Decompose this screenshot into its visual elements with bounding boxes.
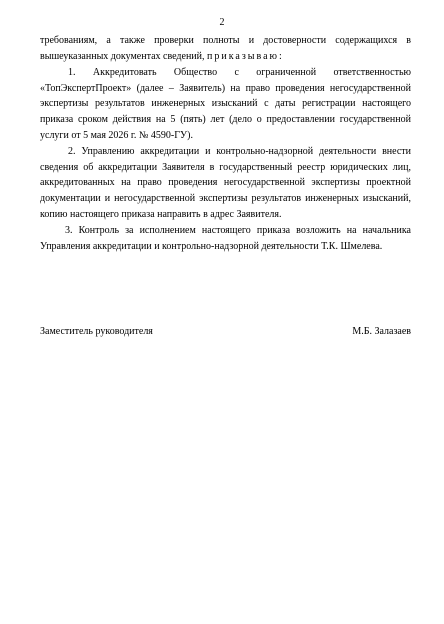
order-word: приказываю: [207, 50, 284, 62]
item-3-paragraph: 3. Контроль за исполнением настоящего приказа возложить на начальника Управления аккредитации и контрольно-надзорной деятельности Т.К. Шмелева. [40, 225, 411, 252]
signature-block [40, 326, 411, 337]
page-number: 2 [219, 17, 225, 28]
item-2-paragraph: 2. Управлению аккредитации и контрольно-надзорной деятельности внести сведения об аккредитации Заявителя в государственный реестр юридических лиц, аккредитованных на право проведения негосударственной экспертизы проектной документации и негосударственной экспертизы результатов инженерных изысканий, копию настоящего приказа направить в адрес Заявителя. [40, 146, 411, 220]
item-1-paragraph: 1. Аккредитовать Общество с ограниченной ответственностью «ТопЭкспертПроект» (далее – Заявитель) на право проведения негосударственной экспертизы результатов инженерных изысканий с даты регистрации настоящего приказа сроком действия на 5 (пять) лет (дело о предоставлении государственной услуги от 5 мая 2026 г. № 4590-ГУ). [40, 67, 411, 141]
document-body [40, 33, 411, 254]
intro-text: требованиям, а также проверки полноты и достоверности содержащихся в вышеуказанных документах сведений, [40, 35, 411, 62]
intro-paragraph [40, 33, 411, 64]
signatory-position: Заместитель руководителя [40, 326, 153, 337]
signatory-name: М.Б. Залазаев [352, 326, 411, 337]
